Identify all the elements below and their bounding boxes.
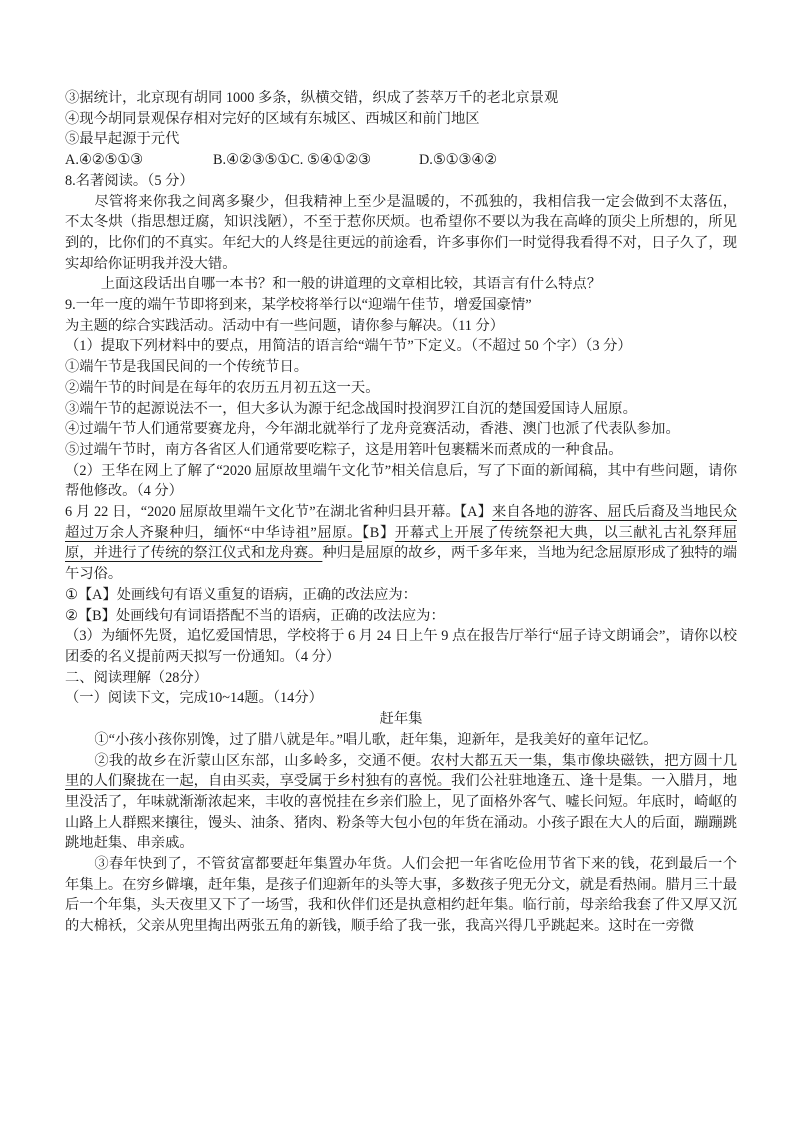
- essay-paragraph-3: ③春年快到了，不管贫富都要赶年集置办年货。人们会把一年省吃俭用节省下来的钱，花到最后一个年集上。在穷乡僻壤，赶年集，是孩子们迎新年的头等大事，多数孩子兜无分文，就是看热闹。腊月三十最后一个年集，头天夜里又下了一场雪，我和伙伴们还是执意相约赶年集。临行前，母亲给我套了件又厚又沉的大棉袄，父亲从兜里掏出两张五角的新钱，顺手给了我一张，我高兴得几乎跳起来。这时在一旁微: [65, 856, 737, 935]
- news-underlined-a: 来自各地的游客、屈氏后裔及当地民众超过万余人齐聚种归，缅怀“中华诗祖”屈原。: [65, 504, 738, 541]
- essay-paragraph-2: [65, 751, 737, 855]
- news-closing: 种归是屈原的故乡，两千多年来，当地为纪念屈原形成了独特的端午习俗。: [65, 545, 738, 583]
- essay-p2-underlined: 农村大都五天一集，集市像块磁铁，把方圆十几里的人们聚拢在一起，自由买卖，享受属于乡村独有的喜悦。: [65, 752, 738, 790]
- q9-news-draft: [65, 502, 737, 585]
- q9-intro-line-1: 9.一年一度的端午节即将到来，某学校将举行以“迎端午佳节，增爱国豪情”: [65, 297, 532, 314]
- q9-part3-heading: （3）为缅怀先贤，追忆爱国情思，学校将于 6 月 24 日上午 9 点在报告厅举行“屈子诗文朗诵会”，请你以校团委的名义提前两天拟写一份通知。（4 分）: [65, 628, 737, 665]
- q9-intro-line-2: 为主题的综合实践活动。活动中有一些问题，请你参与解决。（11 分）: [65, 317, 505, 334]
- choice-b: B.④②③⑤①: [212, 152, 291, 169]
- exam-document-body: [65, 88, 737, 937]
- q9-part1-item-1: ①端午节是我国民间的一个传统节日。: [65, 359, 309, 376]
- essay-paragraph-1: ①“小孩小孩你别馋，过了腊八就是年。”唱儿歌，赶年集，迎新年，是我美好的童年记忆。: [94, 731, 658, 748]
- q9-part1-item-5: ⑤过端午节时，南方各省区人们通常要吃粽子，这是用箬叶包裹糯米而煮成的一种食品。: [65, 441, 623, 458]
- essay-p2-rest: 我们公社驻地逢五、逢十是集。一入腊月，地里没活了，年味就渐渐浓起来，丰收的喜悦挂在乡亲们脸上，见了面格外客气、嘘长问短。年底时，崎岖的山路上人群熙来攘往，馒头、油条、猪肉、粉条等大包小包的年货在涌动。小孩子跟在大人的后面，蹦蹦跳跳地赶集、串亲戚。: [65, 773, 738, 852]
- choice-c: C. ⑤④①②③: [290, 152, 371, 169]
- q8-question: 上面这段话出自哪一本书？和一般的讲道理的文章相比较，其语言有什么特点？: [100, 276, 602, 293]
- news-opening: 6 月 22 日，“2020 屈原故里端午文化节”在湖北省种归县开幕。【A】: [65, 504, 492, 521]
- q8-heading: 8.名著阅读。（5 分）: [65, 172, 194, 189]
- q9-part1-item-2: ②端午节的时间是在每年的农历五月初五这一天。: [65, 379, 380, 396]
- q7-statement-3: ③据统计，北京现有胡同 1000 多条，纵横交错，织成了荟萃万千的老北京景观: [65, 90, 559, 106]
- choice-d: D.⑤①③④②: [418, 152, 497, 169]
- q7-statement-5: ⑤最早起源于元代: [65, 131, 180, 148]
- q7-answer-choices: [65, 150, 737, 171]
- essay-title: 赶年集: [379, 711, 423, 728]
- section2-subheading: （一）阅读下文，完成10~14题。（14分）: [65, 690, 323, 707]
- q8-passage: 尽管将来你我之间离多聚少，但我精神上至少是温暖的，不孤独的，我相信我一定会做到不太落伍，不太冬烘（指思想迂腐，知识浅陋），不至于惹你厌烦。也希望你不要以为我在高峰的顶尖上所想的，所见到的，比你们的不真实。年纪大的人终是往更远的前途看，许多事你们一时觉得我看得不对，日子久了，现实却给你证明我并没大错。: [65, 193, 737, 272]
- news-marker-b: 【B】: [362, 524, 395, 541]
- essay-p2-lead: ②我的故乡在沂蒙山区东部，山多岭多，交通不便。: [94, 752, 431, 769]
- q9-part1-item-4: ④过端午节人们通常要赛龙舟，今年湖北就举行了龙舟竞赛活动，香港、澳门也派了代表队参加。: [65, 421, 680, 438]
- q9-fix-b: ②【B】处画线句有词语搭配不当的语病，正确的改法应为：: [65, 607, 445, 624]
- q9-part1-item-3: ③端午节的起源说法不一，但大多认为源于纪念战国时投润罗江自沉的楚国爱国诗人屈原。: [65, 400, 637, 417]
- q9-part2-heading: （2）王华在网上了解了“2020 屈原故里端午文化节”相关信息后，写了下面的新闻稿，其中有些问题，请你帮他修改。（4 分）: [65, 462, 737, 500]
- section2-heading: 二、阅读理解（28分）: [65, 669, 208, 686]
- choice-a: A.④②⑤①③: [65, 152, 143, 169]
- q9-fix-a: ①【A】处画线句有语义重复的语病，正确的改法应为：: [65, 586, 417, 603]
- q9-part1-heading: （1）提取下列材料中的要点，用简洁的语言给“端午节”下定义。（不超过 50 个字）（3 分）: [65, 338, 632, 355]
- q7-statement-4: ④现今胡同景观保存相对完好的区域有东城区、西城区和前门地区: [65, 110, 480, 127]
- news-underlined-b: 开幕式上开展了传统祭祀大典，以三献礼古礼祭拜屈原，并进行了传统的祭江仪式和龙舟赛。: [65, 524, 737, 562]
